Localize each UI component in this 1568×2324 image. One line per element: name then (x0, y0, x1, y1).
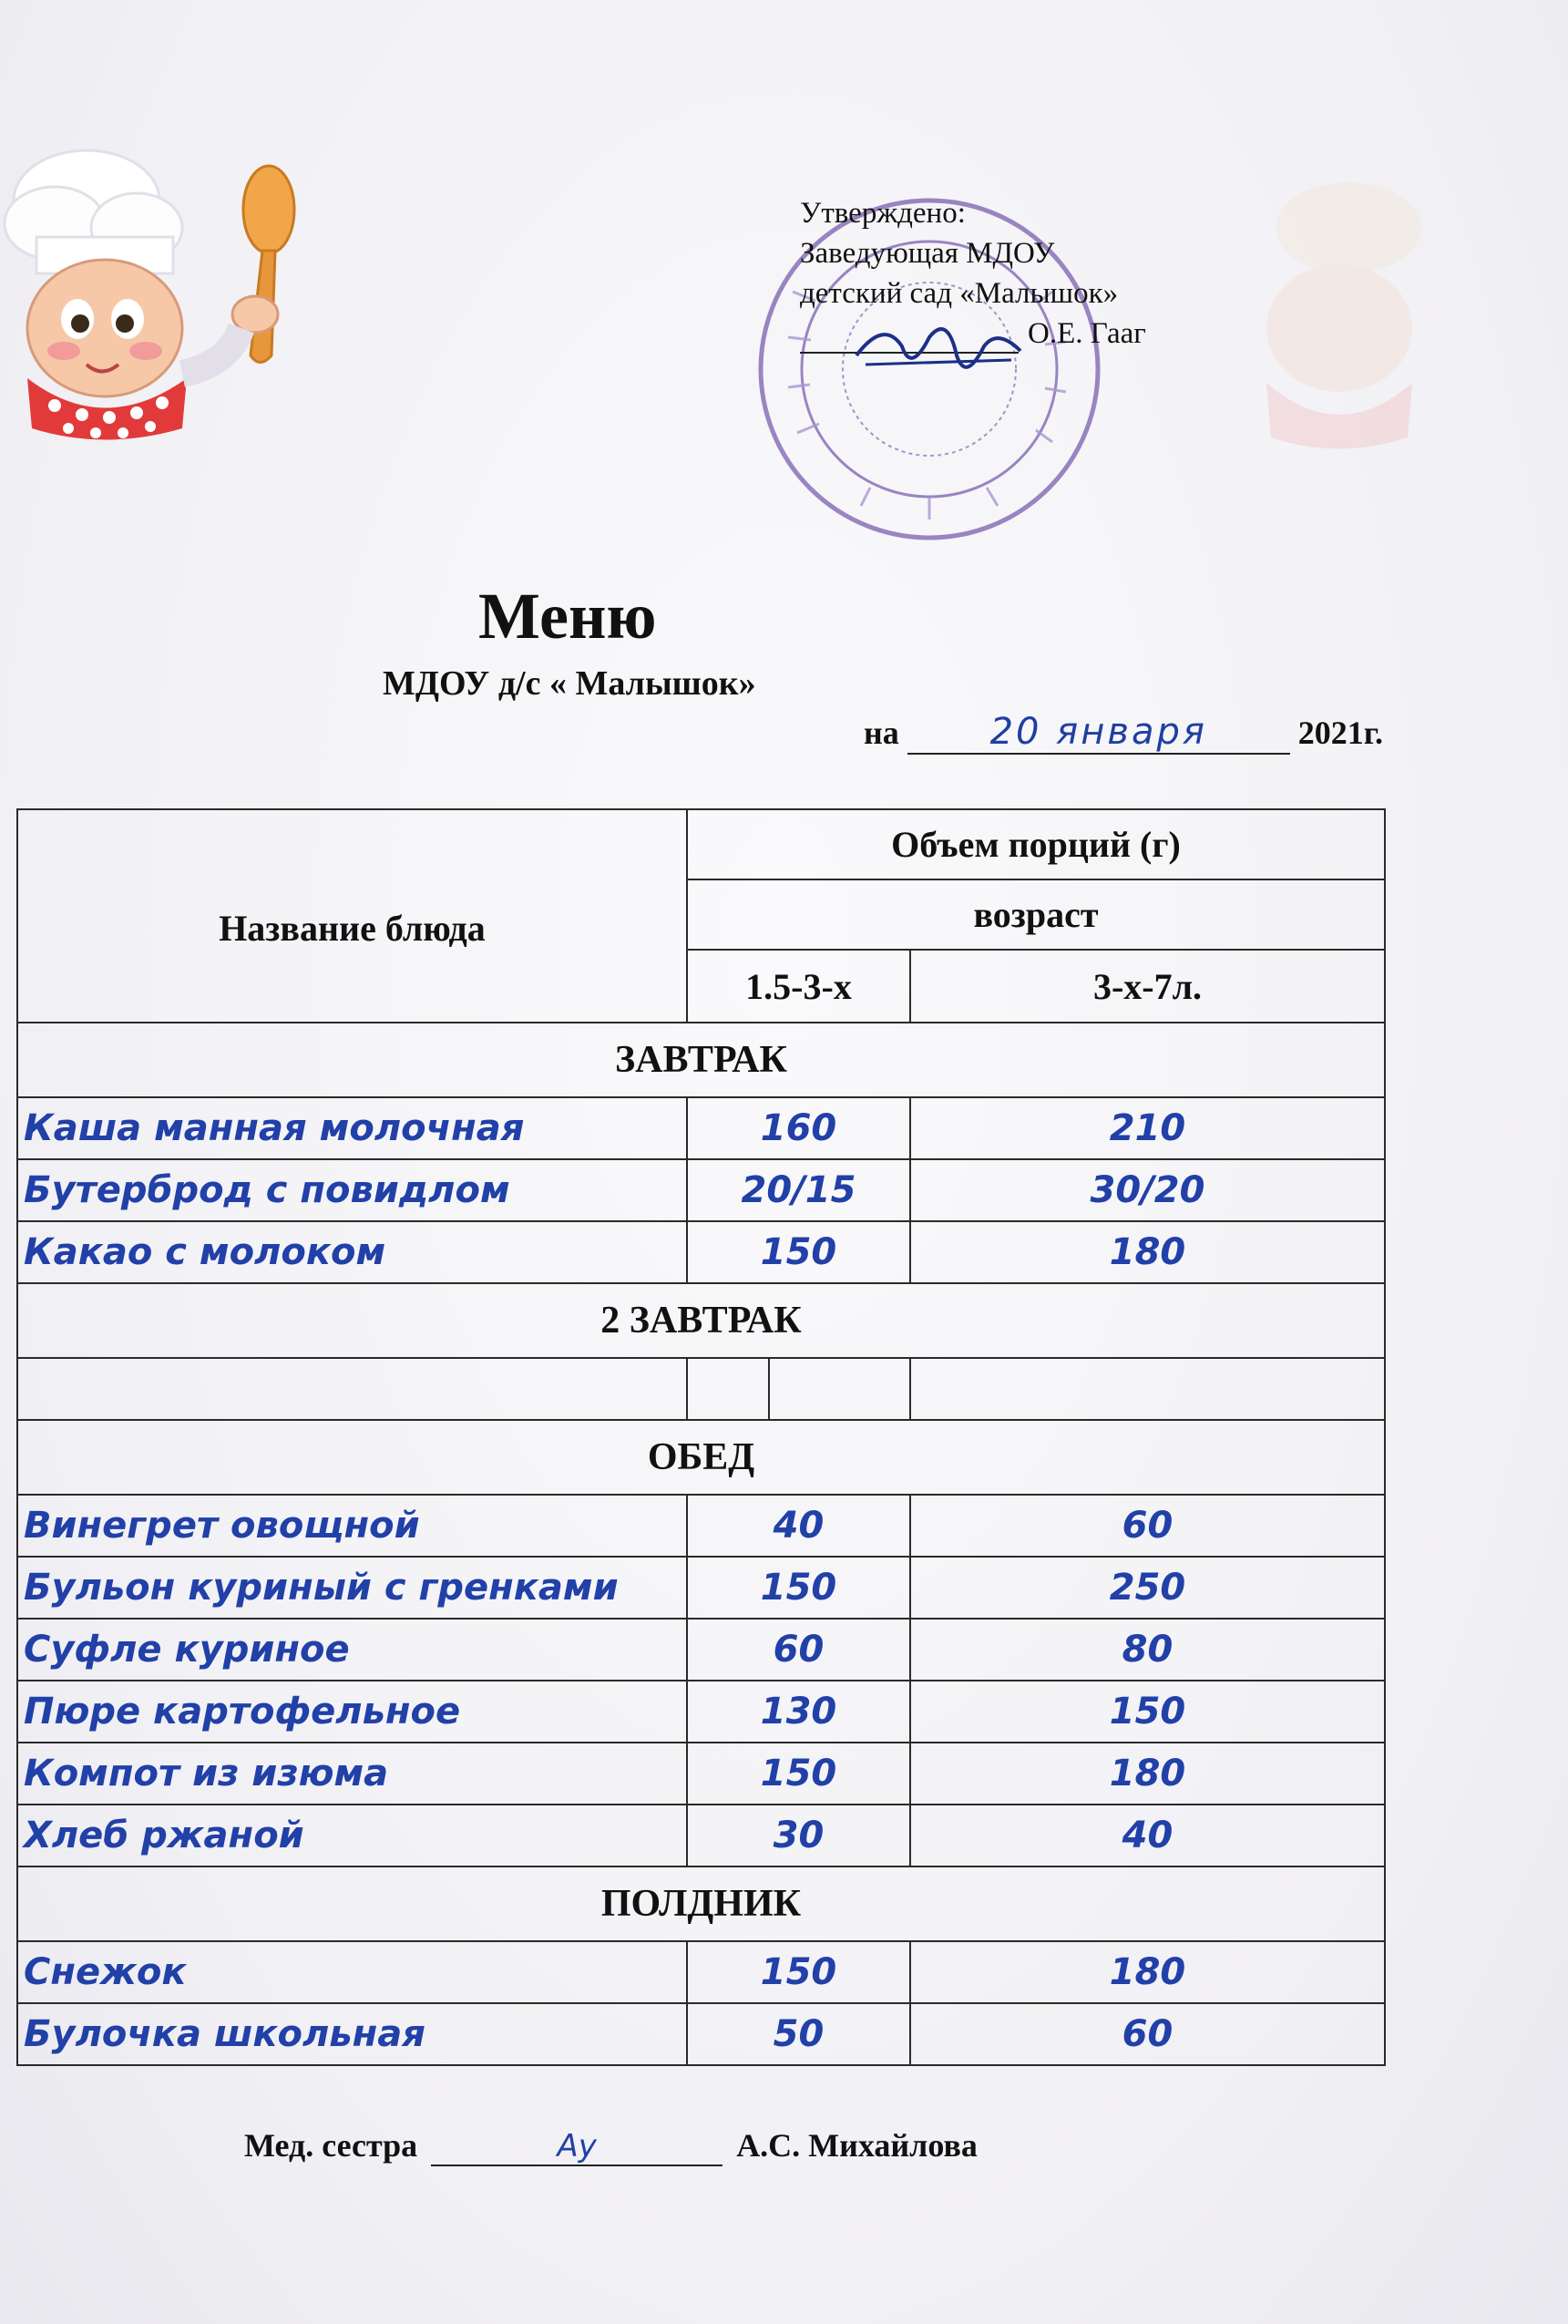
section-title: ПОЛДНИК (17, 1866, 1385, 1941)
portion-age-2 (910, 1358, 1385, 1420)
dish-name: Каша манная молочная (17, 1097, 687, 1159)
column-header-volume: Объем порций (г) (687, 809, 1385, 879)
portion-age-2: 180 (910, 1743, 1385, 1805)
section-row (17, 1023, 1385, 1097)
date-handwritten: 20 января (907, 711, 1290, 755)
portion-age-1: 40 (687, 1495, 910, 1557)
menu-table (16, 808, 1386, 2066)
portion-age-2: 210 (910, 1097, 1385, 1159)
portion-age-1: 160 (687, 1097, 910, 1159)
dish-row (17, 1941, 1385, 2003)
portion-age-1: 150 (687, 1221, 910, 1283)
dish-row (17, 1358, 1385, 1420)
section-row (17, 1283, 1385, 1358)
dish-row (17, 1805, 1385, 1866)
portion-age-2: 180 (910, 1941, 1385, 2003)
dish-name: Пюре картофельное (17, 1681, 687, 1743)
portion-age-1: 60 (687, 1619, 910, 1681)
section-title: ЗАВТРАК (17, 1023, 1385, 1097)
approval-institution: детский сад «Малышок» (800, 277, 1119, 310)
portion-age-2: 30/20 (910, 1159, 1385, 1221)
column-header-blank (17, 950, 687, 1023)
dish-row (17, 1221, 1385, 1283)
column-header-age: возраст (687, 879, 1385, 950)
portion-age-2: 80 (910, 1619, 1385, 1681)
dish-name: Какао с молоком (17, 1221, 687, 1283)
portion-age-2: 250 (910, 1557, 1385, 1619)
dish-name: Хлеб ржаной (17, 1805, 687, 1866)
portion-age-1: 30 (687, 1805, 910, 1866)
empty-cell (769, 1358, 910, 1420)
dish-name: Бульон куриный с гренками (17, 1557, 687, 1619)
portion-age-2: 60 (910, 2003, 1385, 2065)
portion-age-1: 150 (687, 1743, 910, 1805)
organization-name: МДОУ д/с « Малышок» (383, 664, 756, 703)
date-suffix: 2021г. (1297, 715, 1384, 751)
dish-name (17, 1358, 687, 1420)
dish-row (17, 1557, 1385, 1619)
approval-position: Заведующая МДОУ (800, 237, 1055, 270)
portion-age-2: 150 (910, 1681, 1385, 1743)
portion-age-2: 60 (910, 1495, 1385, 1557)
footer-role: Мед. сестра (244, 2127, 418, 2164)
section-title: ОБЕД (17, 1420, 1385, 1495)
portion-age-1: 20/15 (687, 1159, 910, 1221)
portion-age-2: 40 (910, 1805, 1385, 1866)
portion-age-1: 50 (687, 2003, 910, 2065)
dish-row (17, 1159, 1385, 1221)
dish-row (17, 1097, 1385, 1159)
dish-row (17, 1495, 1385, 1557)
approval-title: Утверждено: (800, 197, 966, 230)
dish-name: Бутерброд с повидлом (17, 1159, 687, 1221)
director-signature-icon (847, 310, 1030, 392)
portion-age-2: 180 (910, 1221, 1385, 1283)
dish-name: Винегрет овощной (17, 1495, 687, 1557)
footer-signature (244, 2126, 978, 2166)
chef-bleed-through-icon (1166, 173, 1440, 465)
approval-name: О.Е. Гааг (1028, 317, 1146, 350)
column-header-dish: Название блюда (17, 809, 687, 950)
dish-row (17, 1619, 1385, 1681)
menu-date (864, 711, 1383, 755)
portion-age-1: 130 (687, 1681, 910, 1743)
dish-name: Компот из изюма (17, 1743, 687, 1805)
dish-row (17, 1743, 1385, 1805)
column-header-age-1: 1.5-3-х (687, 950, 910, 1023)
dish-name: Суфле куриное (17, 1619, 687, 1681)
section-row (17, 1420, 1385, 1495)
column-header-age-2: 3-х-7л. (910, 950, 1385, 1023)
dish-name: Булочка школьная (17, 2003, 687, 2065)
page-title: Меню (478, 580, 657, 653)
date-prefix: на (864, 715, 899, 751)
section-row (17, 1866, 1385, 1941)
portion-age-1: 150 (687, 1941, 910, 2003)
dish-row (17, 2003, 1385, 2065)
footer-name: А.С. Михайлова (736, 2127, 978, 2164)
nurse-signature: Ау (431, 2128, 723, 2166)
dish-row (17, 1681, 1385, 1743)
dish-name: Снежок (17, 1941, 687, 2003)
portion-age-1 (687, 1358, 769, 1420)
section-title: 2 ЗАВТРАК (17, 1283, 1385, 1358)
chef-mascot-icon (0, 137, 301, 465)
portion-age-1: 150 (687, 1557, 910, 1619)
